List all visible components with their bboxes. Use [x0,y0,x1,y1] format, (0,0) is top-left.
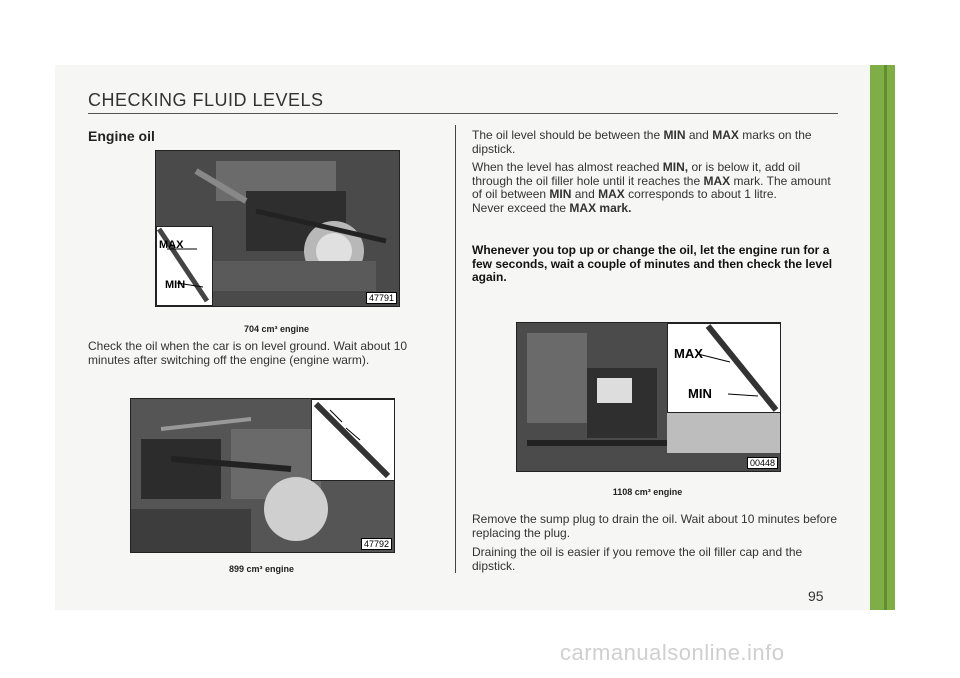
figure-code: 47792 [361,538,392,550]
figure-1108-engine [516,322,781,472]
dipstick-inset-3 [667,323,781,413]
figure-704-engine [155,150,400,307]
max-label: MAX [674,346,703,361]
title-rule [88,113,838,114]
max-label: MAX [159,239,184,251]
column-divider [455,125,456,573]
dipstick-inset-2 [311,399,395,481]
page-number: 95 [808,588,824,604]
check-oil-paragraph: Check the oil when the car is on level ground. Wait about 10 minutes after switching off the engine (engine warm). [88,339,408,367]
warning-paragraph: Whenever you top up or change the oil, let the engine run for a few seconds, wait a couple of minutes and then check the level again. [472,243,833,284]
dipstick-inset [156,226,213,306]
figure-code: 00448 [747,457,778,469]
min-label: MIN [165,279,186,291]
figure-caption-899: 899 cm³ engine [228,564,295,574]
drain-paragraph: Remove the sump plug to drain the oil. Wait about 10 minutes before replacing the plug. [472,512,838,540]
figure-code: 47791 [366,292,397,304]
page-title: CHECKING FLUID LEVELS [88,90,324,110]
dipstick-icon [668,324,780,412]
figure-899-engine [130,398,395,553]
figure-caption-704: 704 cm³ engine [243,324,310,334]
oil-level-paragraph: The oil level should be between the MIN and MAX marks on the dipstick. [472,128,812,156]
top-up-paragraph: When the level has almost reached MIN, or is below it, add oil through the oil filler hole until it reaches the MAX mark. The amount of oil between MIN and MAX corresponds to about 1 litre. Never exceed the MAX mark. [472,160,831,215]
section-title: Engine oil [88,128,155,144]
figure-caption-1108: 1108 cm³ engine [612,487,683,497]
min-label: MIN [688,386,712,401]
watermark: carmanualsonline.info [560,640,785,665]
section-tab [870,65,895,610]
filler-cap-paragraph: Draining the oil is easier if you remove the oil filler cap and the dipstick. [472,545,803,573]
dipstick-icon [312,400,394,480]
